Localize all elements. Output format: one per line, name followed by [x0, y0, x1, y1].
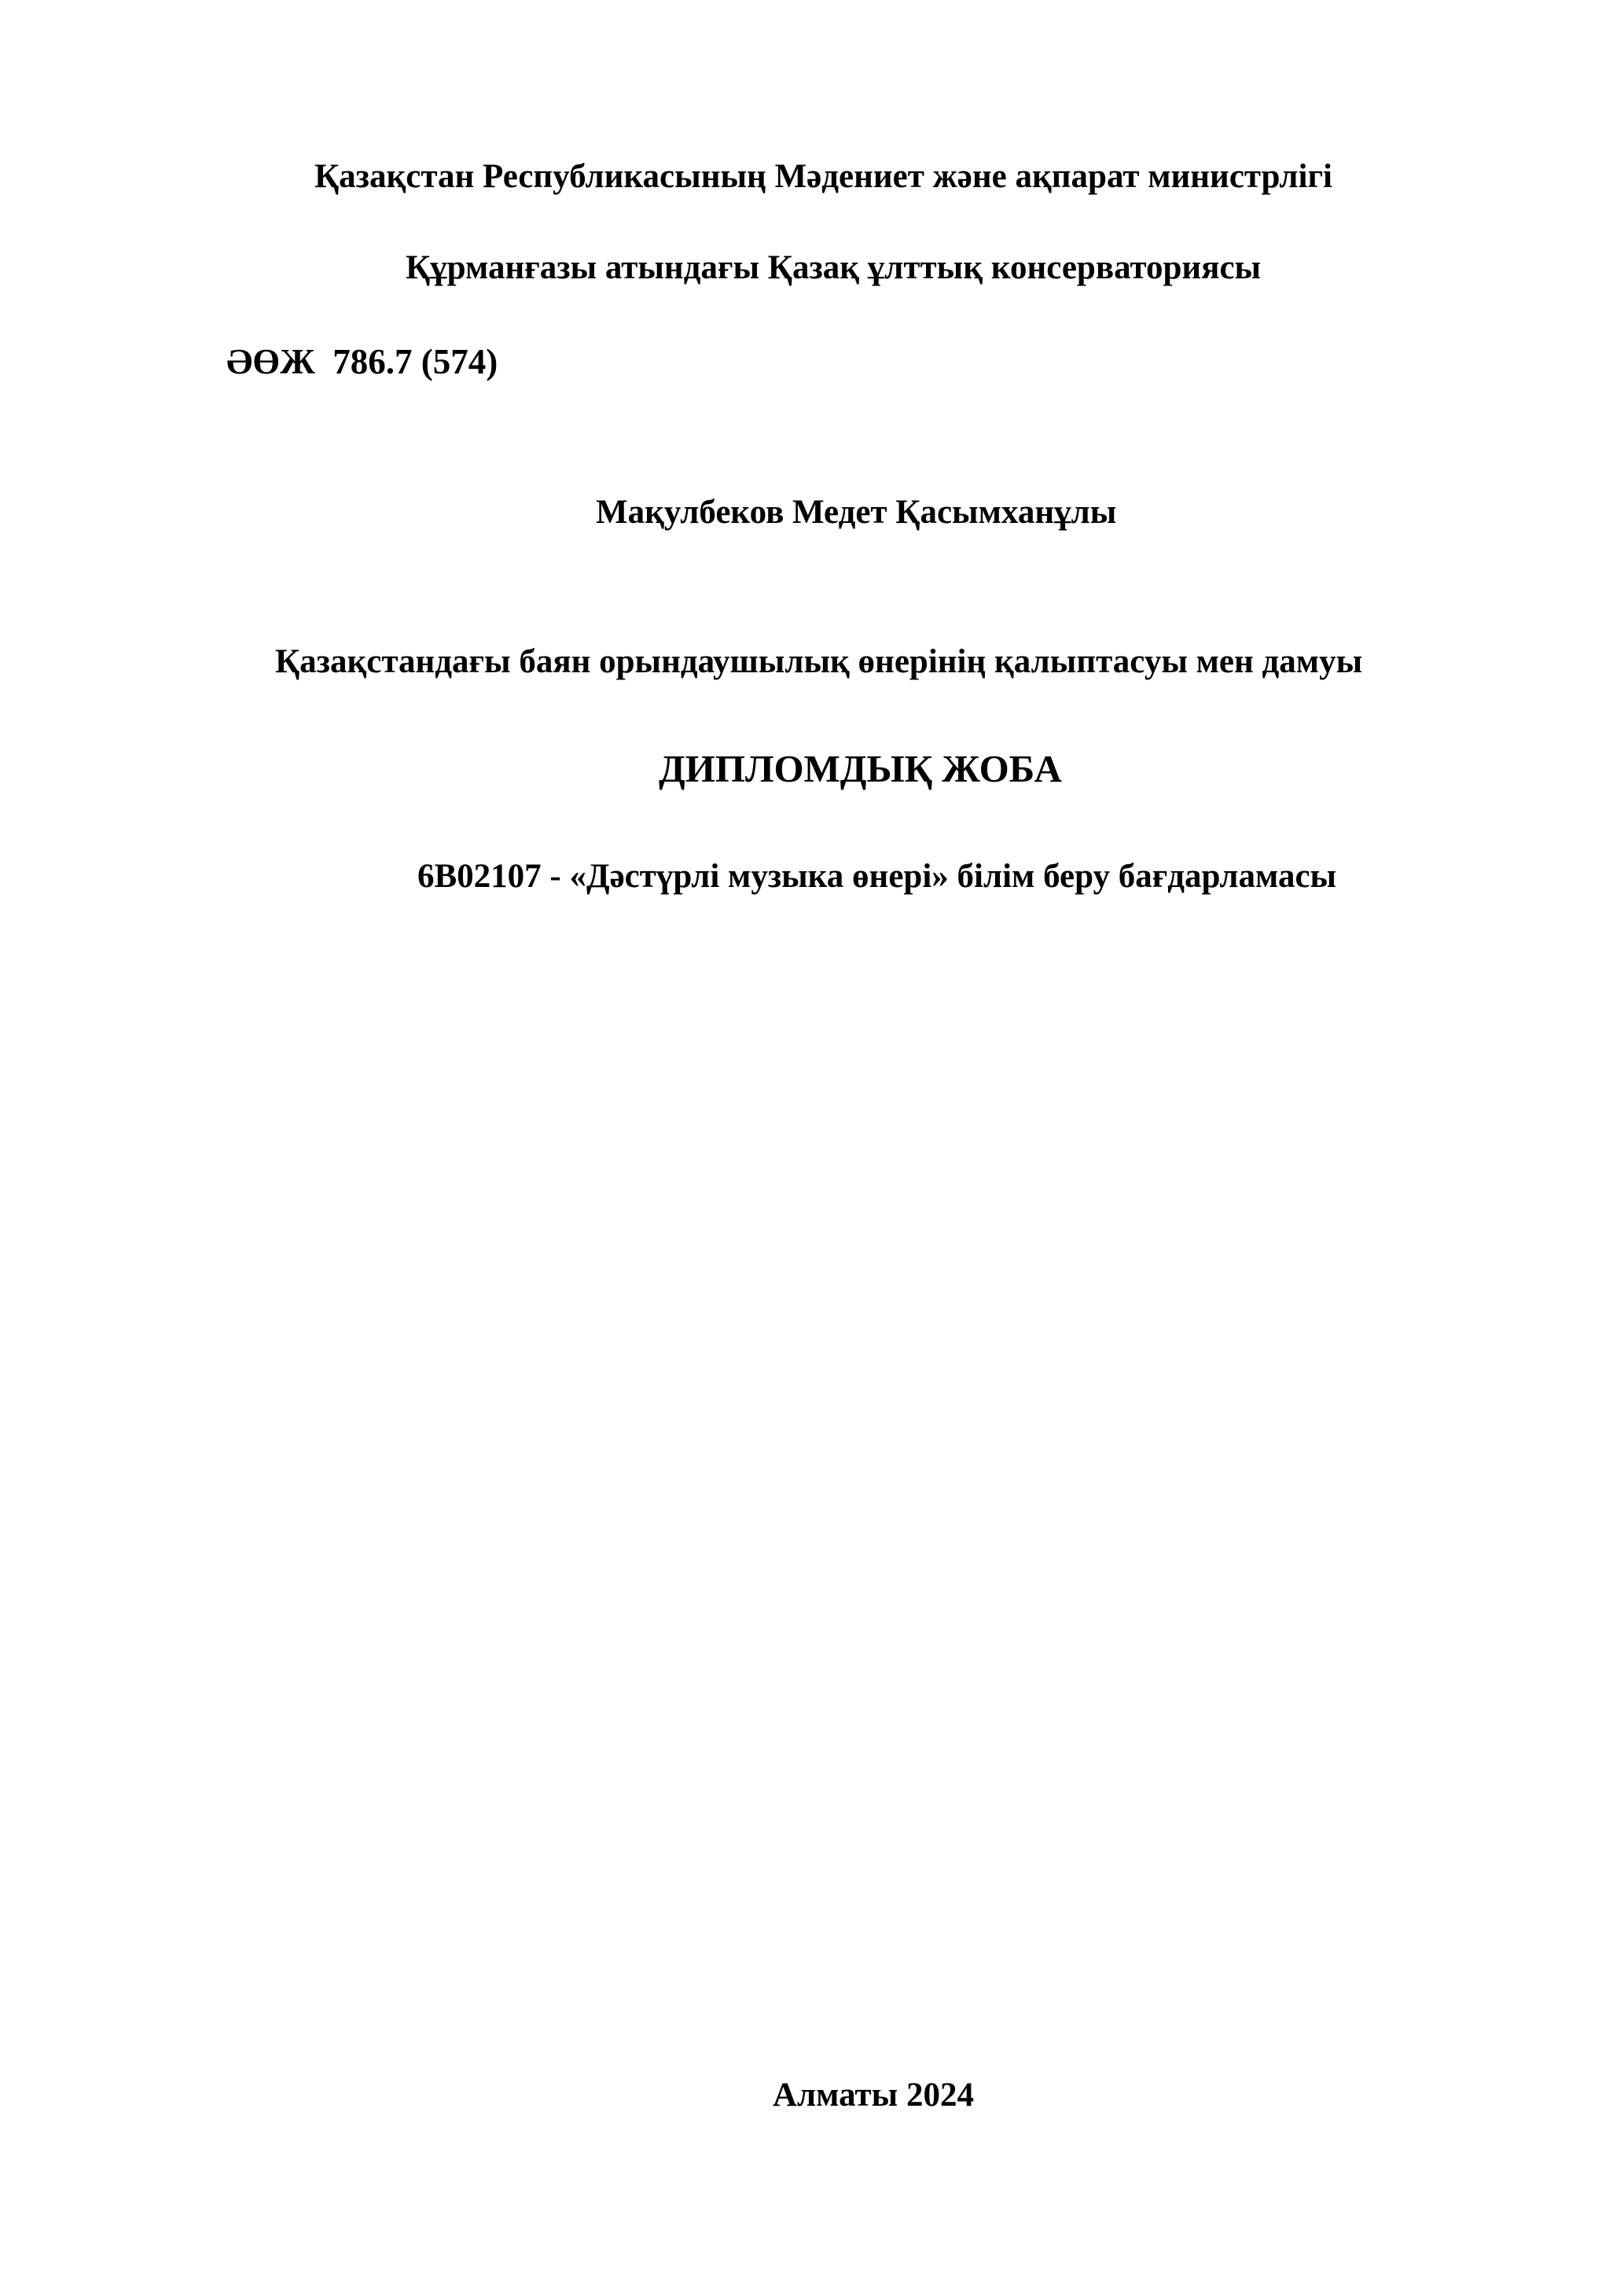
- document-type-title: ДИПЛОМДЫҚ ЖОБА: [659, 747, 1062, 790]
- institution-heading: Құрманғазы атындағы Қазақ ұлттық консерваториясы: [406, 249, 1262, 286]
- ministry-heading: Қазақстан Республикасының Мәдениет және ақпарат министрлігі: [314, 158, 1332, 195]
- udc-code: ӘӨЖ 786.7 (574): [226, 342, 498, 381]
- thesis-topic: Қазақстандағы баян орындаушылық өнерінің қалыптасуы мен дамуы: [275, 643, 1363, 680]
- author-name: Мақулбеков Медет Қасымханұлы: [596, 494, 1117, 531]
- education-program: 6B02107 - «Дәстүрлі музыка өнері» білім беру бағдарламасы: [417, 858, 1337, 895]
- place-and-year: Алматы 2024: [773, 2077, 975, 2114]
